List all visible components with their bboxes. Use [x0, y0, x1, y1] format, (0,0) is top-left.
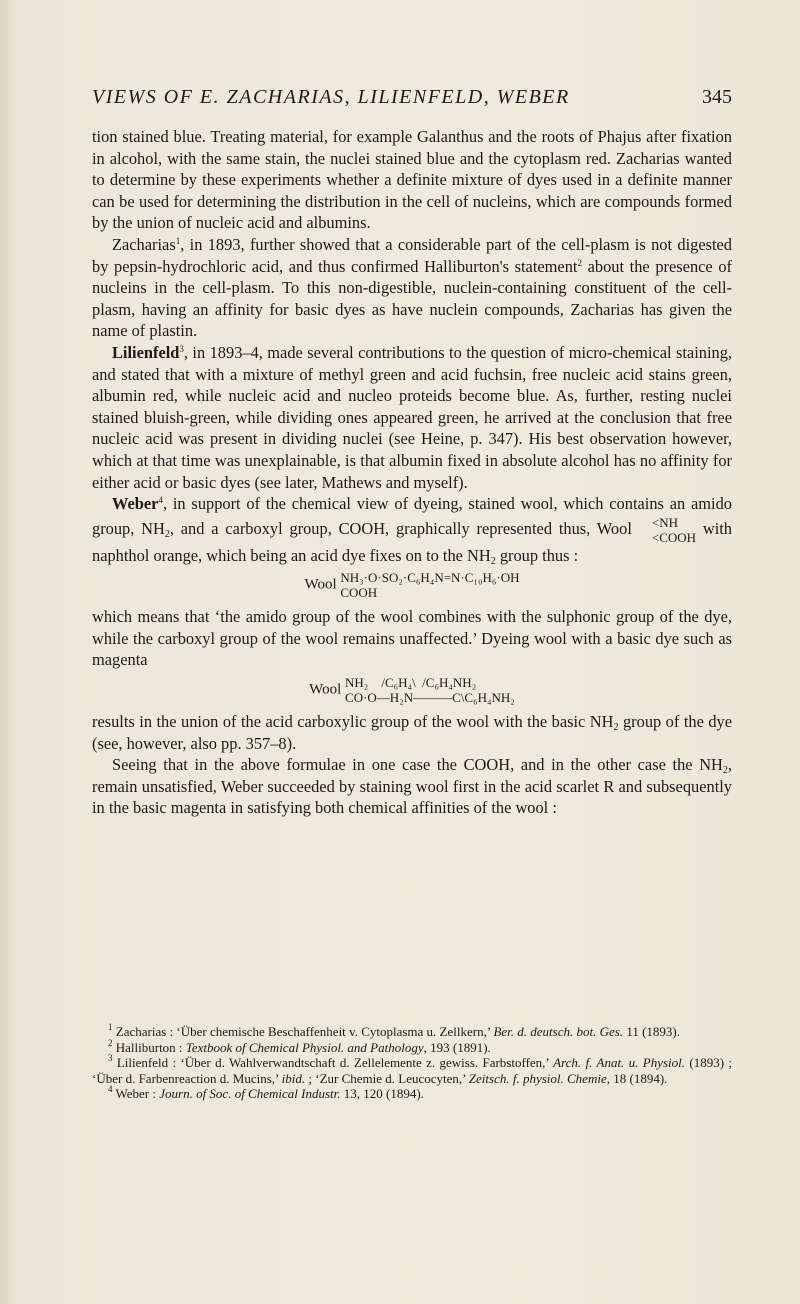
paragraph-4: Weber$^4$, in support of the chemical view of dyeing, stained wool, which contains an amido group, $NH_2$, and a carboxyl group, COOH, graphically represented thus, Wool <NH <COOH with naphthol orange, which being an acid dye fixes on to the $NH_2$ group thus :: [92, 494, 732, 567]
author-weber: Weber: [112, 494, 159, 514]
footnote-3: $^3$ Lilienfeld : ‘Über d. Wahlverwandtschaft d. Zellelemente z. gewiss. Farbstoffen,’ Arch. f. Anat. u. Physiol. (1893) ; ‘Über d. Farbenreaction d. Mucins,’ ibid. ; ‘Zur Chemie d. Leucocyten,’ Zeitsch. f. physiol. Chemie, 18 (1894).: [92, 1053, 732, 1086]
footnote-ref-2: 2: [577, 257, 582, 268]
footnote-ref-1: 1: [175, 235, 181, 246]
body-text: [92, 126, 732, 819]
paragraph-3: Lilienfeld$^3$, in 1893–4, made several contributions to the question of micro-chemical staining, and stated that with a mixture of methyl green and acid fuchsin, free nucleic acid stains green, albumin red, while nucleic acid and nucleo proteids become blue. As, further, resting nuclei stained bluish-green, while dividing ones appeared green, he arrived at the conclusion that free nucleic acid was present in dividing nuclei (see Heine, p. 347). His best observation however, which at that time was unexplainable, is that albumin fixed in absolute alcohol has no affinity for either acid or basic dyes (see later, Mathews and myself).: [92, 342, 732, 492]
footnote-ref-3: 3: [179, 343, 184, 354]
paragraph-6: results in the union of the acid carboxylic group of the wool with the basic $NH_2$ group of the dye (see, however, also pp. 357–8).: [92, 712, 732, 753]
footnote-4: $^4$ Weber : Journ. of Soc. of Chemical Industr. 13, 120 (1894).: [108, 1084, 424, 1101]
author-lilienfeld: Lilienfeld: [112, 342, 180, 362]
paragraph-7: Seeing that in the above formulae in one case the COOH, and in the other case the $NH_2$, remain unsatisfied, Weber succeeded by staining wool first in the acid scarlet R and subsequently in the basic magenta in satisfying both chemical affinities of the wool :: [92, 755, 732, 818]
footnote-2: $^2$ Halliburton : Textbook of Chemical Physiol. and Pathology, 193 (1891).: [108, 1037, 491, 1055]
naphthol-orange-formula: Wool NH₃·O·SO₂·C₆H₄N=N·C₁₀H₆·OH COOH: [304, 570, 520, 601]
paragraph-1: tion stained blue. Treating material, for example Galanthus and the roots of Phajus after fixation in alcohol, with the same stain, the nuclei stained blue and the cytoplasm red. Zacharias wanted to determine by these experiments whether a definite mixture of dyes used in a definite manner can be used for determining the distribution in the cell of nucleins, which are compounds formed by the union of nucleic acid and albumins.: [92, 127, 732, 233]
magenta-formula: Wool NH₂ /C₆H₄\ /C₆H₄NH₂ CO·O—H₂N———C\C₆H₄NH₂: [309, 675, 515, 706]
footnote-ref-4: 4: [158, 495, 163, 506]
footnotes: [92, 1024, 732, 1102]
author-zacharias: Zacharias: [112, 234, 176, 254]
wool-formula-inline: <NH <COOH: [651, 514, 697, 545]
footnote-1: $^1$ Zacharias : ‘Über chemische Beschaffenheit v. Cytoplasma u. Zellkern,’ Ber. d. deutsch. bot. Ges. 11 (1893).: [108, 1022, 681, 1039]
paragraph-2: Zacharias$^1$, in 1893, further showed that a considerable part of the cell-plasm is not digested by pepsin-hydrochloric acid, and thus confirmed Halliburton's statement$^2$ about the presence of nucleins in the cell-plasm. To this non-digestible, nuclein-containing constituent of the cell-plasm, having an affinity for basic dyes as have nuclein compounds, Zacharias has given the name of plastin.: [92, 234, 733, 341]
page-number: 345: [702, 86, 732, 108]
page-header: [92, 86, 732, 109]
paragraph-5: which means that ‘the amido group of the wool combines with the sulphonic group of the dye, while the carboxyl group of the wool remains unaffected.’ Dyeing wool with a basic dye such as magenta: [92, 607, 732, 670]
running-head: VIEWS OF E. ZACHARIAS, LILIENFELD, WEBER: [92, 86, 570, 108]
